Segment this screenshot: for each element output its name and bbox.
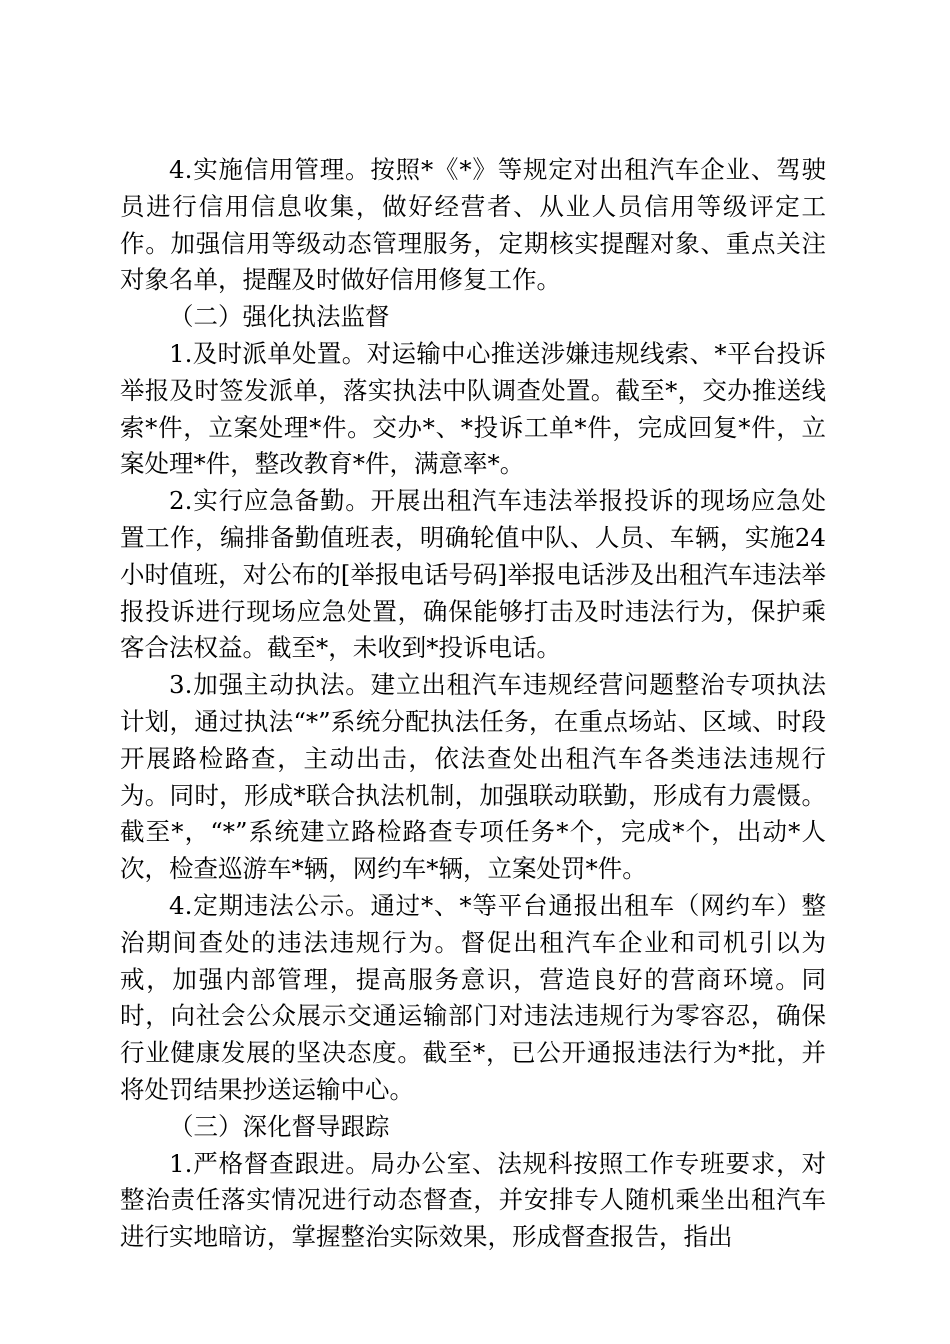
- section-heading-enforcement: （二）强化执法监督: [169, 302, 390, 332]
- paragraph-emergency-duty: 2.实行应急备勤。开展出租汽车违法举报投诉的现场应急处置工作，编排备勤值班表，明确轮值中队、人员、车辆，实施24小时值班，对公布的[举报电话号码]举报电话涉及出租汽车违法举报投诉进行现场应急处置，确保能够打击及时违法行为，保护乘客合法权益。截至*，未收到*投诉电话。: [120, 486, 826, 663]
- paragraph-active-enforcement: 3.加强主动执法。建立出租汽车违规经营问题整治专项执法计划，通过执法“*”系统分配执法任务，在重点场站、区域、时段开展路检路查，主动出击，依法查处出租汽车各类违法违规行为。同时，形成*联合执法机制，加强联动联勤，形成有力震慑。截至*，“*”系统建立路检路查专项任务*个，完成*个，出动*人次，检查巡游车*辆，网约车*辆，立案处罚*件。: [120, 670, 826, 884]
- paragraph-violation-publicity: 4.定期违法公示。通过*、*等平台通报出租车（网约车）整治期间查处的违法违规行为。督促出租汽车企业和司机引以为戒，加强内部管理，提高服务意识，营造良好的营商环境。同时，向社会公众展示交通运输部门对违法违规行为零容忍，确保行业健康发展的坚决态度。截至*，已公开通报违法行为*批，并将处罚结果抄送运输中心。: [120, 890, 826, 1104]
- paragraph-credit-management: 4.实施信用管理。按照*《*》等规定对出租汽车企业、驾驶员进行信用信息收集，做好经营者、从业人员信用等级评定工作。加强信用等级动态管理服务，定期核实提醒对象、重点关注对象名单，提醒及时做好信用修复工作。: [120, 155, 826, 295]
- section-heading-supervision: （三）深化督导跟踪: [169, 1111, 390, 1141]
- paragraph-strict-inspection: 1.严格督查跟进。局办公室、法规科按照工作专班要求，对整治责任落实情况进行动态督查，并安排专人随机乘坐出租汽车进行实地暗访，掌握整治实际效果，形成督查报告，指出: [120, 1148, 826, 1252]
- document-page: [120, 152, 826, 1256]
- paragraph-dispatch-handling: 1.及时派单处置。对运输中心推送涉嫌违规线索、*平台投诉举报及时签发派单，落实执法中队调查处置。截至*，交办推送线索*件，立案处理*件。交办*、*投诉工单*件，完成回复*件，立案处理*件，整改教育*件，满意率*。: [120, 338, 826, 479]
